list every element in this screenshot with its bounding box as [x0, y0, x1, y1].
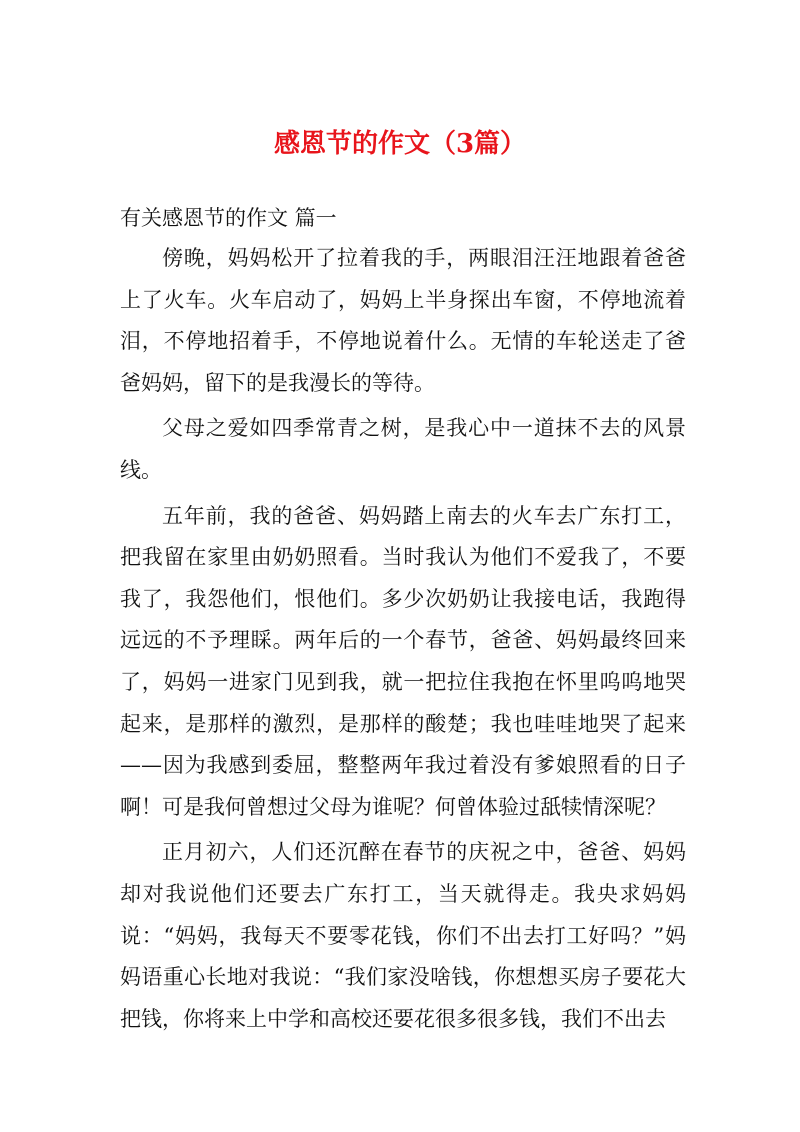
document-body: [120, 198, 686, 1044]
document-title: 感恩节的作文（3篇）: [273, 129, 527, 159]
paragraph-3: 五年前，我的爸爸、妈妈踏上南去的火车去广东打工，把我留在家里由奶奶照看。当时我认为他们不爱我了，不要我了，我怨他们，恨他们。多少次奶奶让我接电话，我跑得远远的不予理睬。两年后的一个春节，爸爸、妈妈最终回来了，妈妈一进家门见到我，就一把拉住我抱在怀里呜呜地哭起来，是那样的激烈，是那样的酸楚；我也哇哇地哭了起来——因为我感到委屈，整整两年我过着没有爹娘照看的日子啊！可是我何曾想过父母为谁呢？何曾体验过舐犊情深呢？: [120, 503, 686, 819]
paragraph-2: 父母之爱如四季常青之树，是我心中一道抹不去的风景线。: [120, 416, 686, 482]
section-heading: 有关感恩节的作文 篇一: [120, 206, 337, 230]
paragraph-4: 正月初六，人们还沉醉在春节的庆祝之中，爸爸、妈妈却对我说他们还要去广东打工，当天就得走。我央求妈妈说：“妈妈，我每天不要零花钱，你们不出去打工好吗？”妈妈语重心长地对我说：“我们家没啥钱，你想想买房子要花大把钱，你将来上中学和高校还要花很多很多钱，我们不出去: [120, 840, 686, 1031]
paragraph-1: 傍晚，妈妈松开了拉着我的手，两眼泪汪汪地跟着爸爸上了火车。火车启动了，妈妈上半身探出车窗，不停地流着泪，不停地招着手，不停地说着什么。无情的车轮送走了爸爸妈妈，留下的是我漫长的等待。: [120, 246, 686, 395]
